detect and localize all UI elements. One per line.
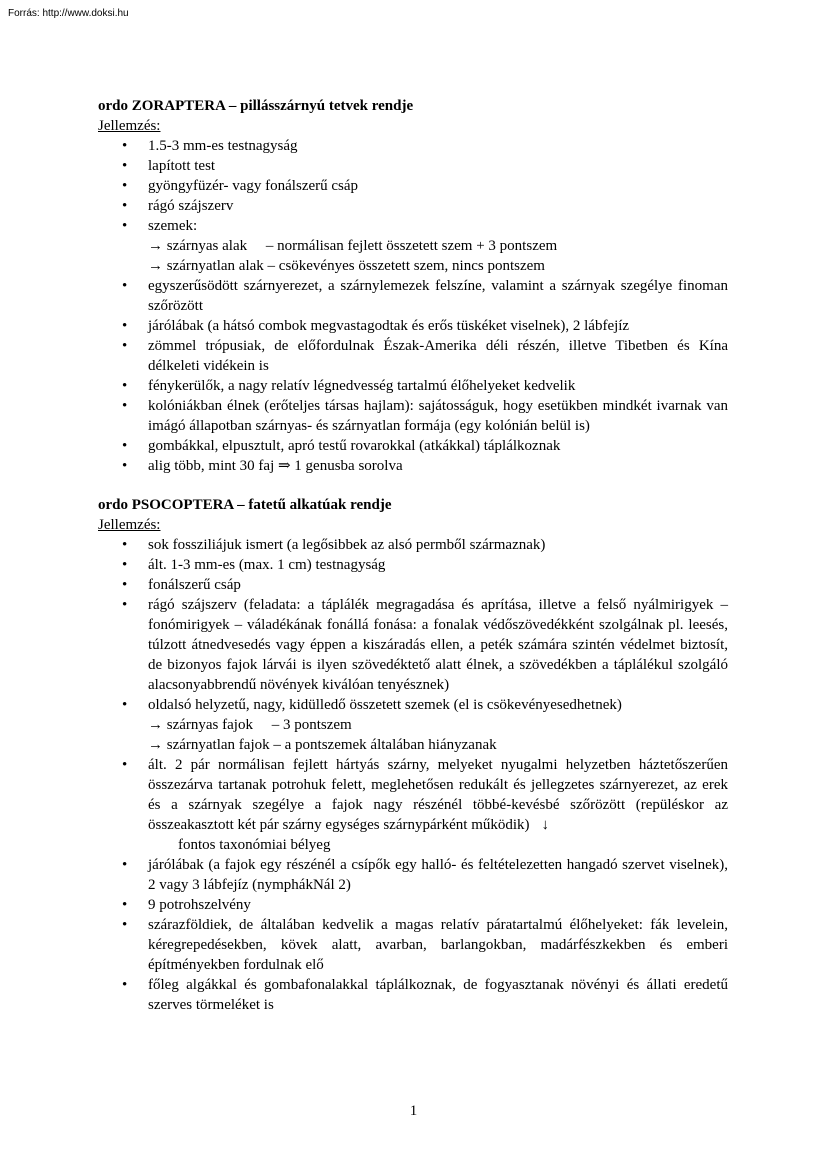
list-item: • alig több, mint 30 faj ⇒ 1 genusba sorolva: [98, 456, 728, 476]
trait-list-psocoptera-end: [98, 855, 728, 1015]
list-item: • járólábak (a hátsó combok megvastagodtak és erős tüskéket viselnek), 2 lábfejíz: [98, 316, 728, 336]
list-item: • gyöngyfüzér- vagy fonálszerű csáp: [98, 176, 728, 196]
source-watermark: Forrás: http://www.doksi.hu: [8, 8, 129, 19]
list-item: • 9 potrohszelvény: [98, 895, 728, 915]
eye-line: → szárnyas fajok – 3 pontszem: [148, 717, 352, 733]
list-item: • rágó szájszerv (feladata: a táplálék megragadása és aprítása, illetve a felső nyálmirigyek – fonómirigyek – váladékának fonállá fonása: a fonalak védőszövedékként szolgálnak pl. leesés, túlzott átnedvesedés vagy éppen a kiszáradás ellen, a peték számára szintén védelmet biztosít, de bizonyos fajok lárvái is ilyen szövedéktető alatt élnek, a szövedékben a táplálékul szolgáló alacsonyabbrendű növények kiválóan tenyésznek): [98, 595, 728, 695]
section-title-zoraptera: ordo ZORAPTERA – pillásszárnyú tetvek rendje: [98, 98, 414, 114]
document-page: [98, 96, 728, 1015]
list-item: • lapított test: [98, 156, 728, 176]
list-item: • zömmel trópusiak, de előfordulnak Észak-Amerika déli részén, illetve Tibetben és Kína délkeleti vidékein is: [98, 336, 728, 376]
section-title-psocoptera: ordo PSOCOPTERA – fatetű alkatúak rendje: [98, 497, 392, 513]
arrow-down-icon: ↓: [541, 817, 550, 833]
eye-line: → szárnyatlan fajok – a pontszemek általában hiányzanak: [148, 737, 497, 753]
list-item: • sok fossziliájuk ismert (a legősibbek az alsó permből származnak): [98, 535, 728, 555]
list-item: • fonálszerű csáp: [98, 575, 728, 595]
trait-list-psocoptera: [98, 535, 728, 715]
list-item: • egyszerűsödött szárnyerezet, a szárnylemezek felszíne, valamint a szárnyak szegélye finoman szőrözött: [98, 276, 728, 316]
list-item: • járólábak (a fajok egy részénél a csípők egy halló- és feltételezetten hangadó szervet viselnek), 2 vagy 3 lábfejíz (nymphákNál 2): [98, 855, 728, 895]
list-item: • 1.5-3 mm-es testnagyság: [98, 136, 728, 156]
list-item: • rágó szájszerv: [98, 196, 728, 216]
list-item: • fénykerülők, a nagy relatív légnedvesség tartalmú élőhelyeket kedvelik: [98, 376, 728, 396]
eye-line: → szárnyatlan alak – csökevényes összetett szem, nincs pontszem: [148, 258, 545, 274]
list-item: • főleg algákkal és gombafonalakkal táplálkoznak, de fogyasztanak növényi és állati eredetű szerves törmeléket is: [98, 975, 728, 1015]
list-item: • kolóniákban élnek (erőteljes társas hajlam): sajátosságuk, hogy esetükben mindkét ivarnak van imágó állapotban szárnyas- és szárnyatlan formája (egy kolónián belül is): [98, 396, 728, 436]
trait-list-zoraptera-cont: [98, 276, 728, 476]
list-item: • szárazföldiek, de általában kedvelik a magas relatív páratartalmú élőhelyeket: fák levelein, kéregrepedésekben, kövek alatt, avarban, barlangokban, madárfészkekben és emberi építményekben fordulnak elő: [98, 915, 728, 975]
list-item: • szemek:: [98, 216, 728, 236]
list-item: [98, 755, 728, 835]
eye-line: → szárnyas alak – normálisan fejlett összetett szem + 3 pontszem: [148, 238, 558, 254]
trait-list-zoraptera: [98, 136, 728, 236]
list-item: • gombákkal, elpusztult, apró testű rovarokkal (atkákkal) táplálkoznak: [98, 436, 728, 456]
page-number: 1: [409, 1103, 418, 1119]
wing-note: fontos taxonómiai bélyeg: [178, 837, 331, 853]
wing-description: ált. 2 pár normálisan fejlett hártyás szárny, melyeket nyugalmi helyzetben háztetőszerűen összezárva tartanak potrohuk felett, meglehetősen redukált és jellegzetes szárnyerezet, az erek és a szárnyak szegélye a fajok nagy részénél többé-kevésbé szőrözött (repüléskor az összeakasztott két pár szárny egységes szárnypárként működik): [148, 757, 728, 833]
list-item: • ált. 1-3 mm-es (max. 1 cm) testnagyság: [98, 555, 728, 575]
list-item: • oldalsó helyzetű, nagy, kidülledő összetett szemek (el is csökevényesedhetnek): [98, 695, 728, 715]
section-subtitle: Jellemzés:: [98, 118, 161, 134]
trait-list-psocoptera-cont: [98, 755, 728, 835]
section-subtitle: Jellemzés:: [98, 517, 161, 533]
